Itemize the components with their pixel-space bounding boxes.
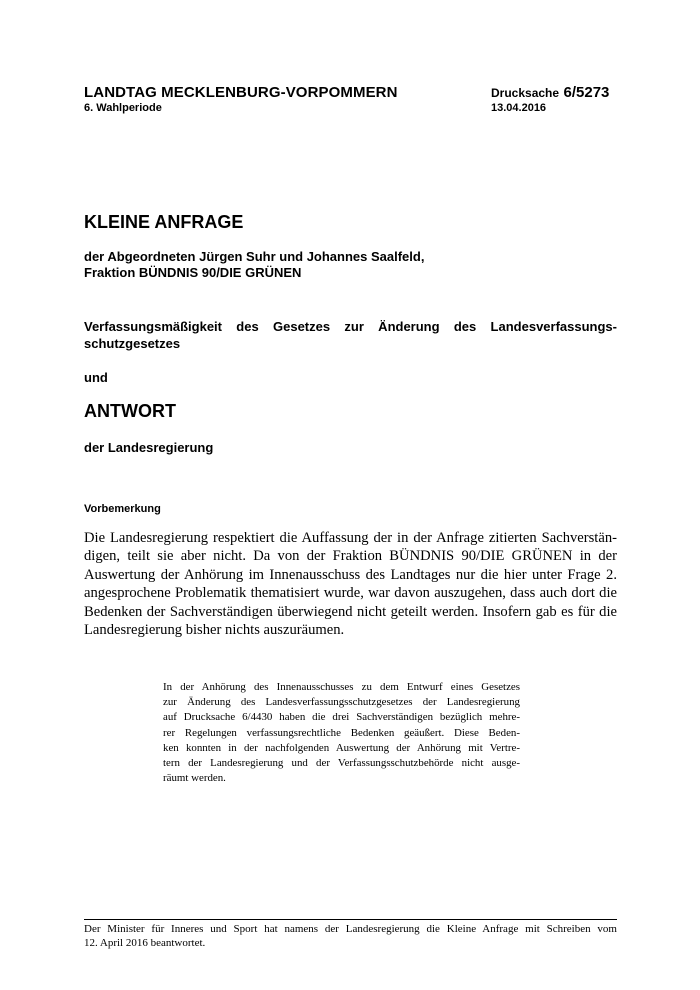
drucksache-reference <box>491 84 609 102</box>
preliminary-label: Vorbemerkung <box>84 503 161 515</box>
inquiry-authors <box>84 249 424 281</box>
inquiry-subject <box>84 318 617 352</box>
parliament-name: LANDTAG MECKLENBURG-VORPOMMERN <box>84 84 398 101</box>
paragraph-line: Bedenken der Sachverständigen überwiegend nicht geteilt werden. Insofern gab es für die <box>84 603 617 620</box>
quote-line: auf Drucksache 6/4430 haben die drei Sachverständigen bezüglich mehre- <box>163 711 520 724</box>
answer-heading: ANTWORT <box>84 401 176 421</box>
quote-line: ken konnten in der nachfolgenden Auswertung der Anhörung mit Vertre- <box>163 741 520 754</box>
quote-line: In der Anhörung des Innenausschusses zu dem Entwurf eines Gesetzes <box>163 681 520 693</box>
footer-line: Der Minister für Inneres und Sport hat namens der Landesregierung die Kleine Anfrage mit Schreiben vom <box>84 923 617 935</box>
answer-subheading: der Landesregierung <box>84 440 214 455</box>
paragraph-line: Auswertung der Anhörung im Innenausschuss des Landtages nur die hier unter Frage 2. <box>84 566 617 583</box>
connector-text: und <box>84 370 108 385</box>
drucksache-number: 6/5273 <box>563 84 610 101</box>
authors-line: der Abgeordneten Jürgen Suhr und Johannes Saalfeld, <box>84 249 425 264</box>
quote-line: zur Änderung des Landesverfassungsschutzgesetzes der Landesregierung <box>163 696 520 709</box>
inquiry-heading: KLEINE ANFRAGE <box>84 212 244 232</box>
subject-line: schutzgesetzes <box>84 336 181 351</box>
footer-note <box>84 922 617 950</box>
quote-line: räumt werden. <box>163 772 226 785</box>
footer-divider <box>84 919 617 920</box>
quoted-question-text <box>163 680 520 786</box>
election-period: 6. Wahlperiode <box>84 102 162 114</box>
paragraph-line: angesprochene Problematik thematisiert wurde, war davon auszugehen, dass auch dort die <box>84 585 617 602</box>
subject-line: Verfassungsmäßigkeit des Gesetzes zur Änderung des Landesverfassungs- <box>84 319 617 334</box>
paragraph-line: digen, teilt sie aber nicht. Da von der Fraktion BÜNDNIS 90/DIE GRÜNEN in der <box>84 548 617 565</box>
footer-line: 12. April 2016 beantwortet. <box>84 937 206 949</box>
preliminary-paragraph <box>84 529 617 639</box>
quote-line: tern der Landesregierung und der Verfassungsschutzbehörde nicht ausge- <box>163 757 520 770</box>
paragraph-line: Die Landesregierung respektiert die Auffassung der in der Anfrage zitierten Sachverstän- <box>84 530 617 546</box>
paragraph-line: Landesregierung bisher nichts auszuräumen. <box>84 622 345 639</box>
authors-line: Fraktion BÜNDNIS 90/DIE GRÜNEN <box>84 265 302 280</box>
drucksache-label: Drucksache <box>491 86 560 100</box>
document-date: 13.04.2016 <box>491 102 547 114</box>
quote-line: rer Regelungen verfassungsrechtliche Bedenken geäußert. Diese Beden- <box>163 726 520 739</box>
